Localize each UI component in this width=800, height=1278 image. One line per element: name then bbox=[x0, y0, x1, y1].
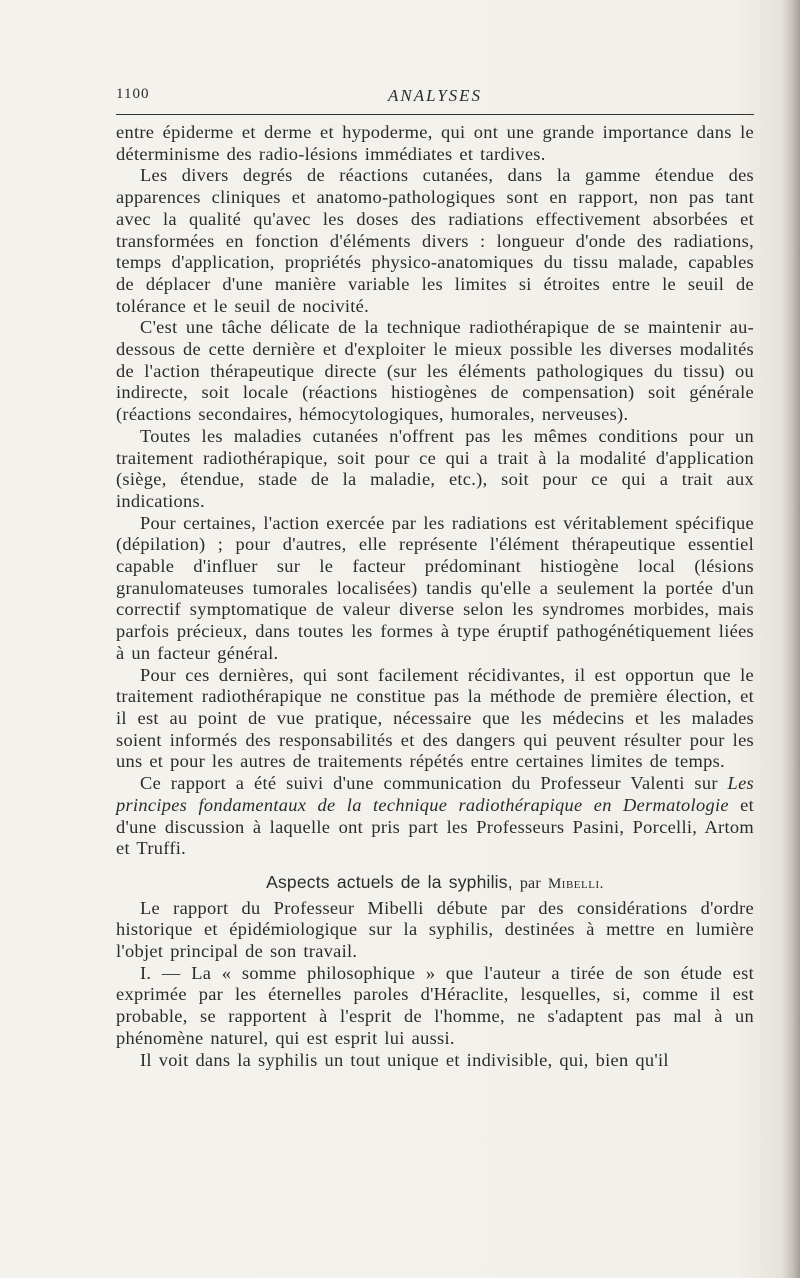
paragraph: C'est une tâche délicate de la technique radiothérapique de se maintenir au-dessous de cette dernière et d'exploiter le mieux possible les diverses modalités de l'action thérapeutique directe (sur les éléments pathologiques du tissu) ou indirecte, soit locale (réactions histiogènes de compensation) soit générale (réactions secondaires, hémocytologiques, humorales, nerveuses). bbox=[116, 317, 754, 425]
section-by: par bbox=[519, 874, 541, 892]
paragraph: entre épiderme et derme et hypoderme, qui ont une grande importance dans le déterminisme des radio-lésions immédiates et tardives. bbox=[116, 122, 754, 164]
paragraph: Pour certaines, l'action exercée par les radiations est véritablement spécifique (dépilation) ; pour d'autres, elle représente l'élément thérapeutique essentiel capable d'influer sur le facteur prédominant histiogène local (lésions granulomateuses tumorales localisées) tandis qu'elle a seulement la portée d'un correctif symptomatique de valeur diverse selon les syndromes morbides, mais parfois précieux, dans toutes les formes à type éruptif pathogénétiquement liées à un facteur général. bbox=[116, 512, 754, 663]
page-header bbox=[116, 86, 754, 110]
paragraph: Les divers degrés de réactions cutanées, dans la gamme étendue des apparences cliniques et anatomo-pathologiques sont en rapport, non pas tant avec la qualité qu'avec les doses des radiations effectivement absorbées et transformées en fonction d'éléments divers : longueur d'onde des radiations, temps d'application, propriétés physico-anatomiques du tissu malade, capables de déplacer d'une manière variable les limites si étroites entre le seuil de tolérance et le seuil de nocivité. bbox=[116, 165, 754, 316]
section-author: Mibelli. bbox=[547, 875, 604, 892]
running-head: ANALYSES bbox=[387, 86, 483, 105]
section-title: Aspects actuels de la syphilis, bbox=[266, 871, 513, 892]
paragraph-text: et d'une discussion à laquelle ont pris part les Professeurs Pasini, Porcelli, Artom et Truffi. bbox=[116, 794, 754, 859]
paragraph: Le rapport du Professeur Mibelli débute par des considérations d'ordre historique et épidémiologique sur la syphilis, destinées à mettre en lumière l'objet principal de son travail. bbox=[116, 897, 754, 962]
cited-title: Les principes fondamentaux de la technique radiothérapique en Dermatologie bbox=[116, 773, 754, 815]
paragraph: Pour ces dernières, qui sont facilement récidivantes, il est opportun que le traitement radiothérapique ne constitue pas la méthode de première élection, et il est au point de vue pratique, nécessaire que les médecins et les malades soient informés des responsabilités et des dangers qui peuvent résulter pour les uns et pour les autres de traitements répétés entre certaines limites de temps. bbox=[116, 664, 754, 772]
paragraph: I. — La « somme philosophique » que l'auteur a tirée de son étude est exprimée par les éternelles paroles d'Héraclite, lesquelles, si, comme il est probable, se rapportent à l'esprit de l'homme, ne s'adaptent pas mal à un phénomène naturel, qui est esprit lui aussi. bbox=[116, 962, 754, 1048]
paragraph: Il voit dans la syphilis un tout unique et indivisible, qui, bien qu'il bbox=[140, 1049, 669, 1070]
header-rule bbox=[116, 114, 754, 115]
page-edge-shadow bbox=[782, 0, 800, 1278]
paragraph bbox=[116, 773, 754, 860]
paragraph-text: Ce rapport a été suivi d'une communication du Professeur Valenti sur bbox=[140, 773, 728, 794]
page-number: 1100 bbox=[116, 86, 150, 102]
article-body bbox=[116, 122, 754, 1071]
section-heading bbox=[116, 872, 754, 896]
paragraph: Toutes les maladies cutanées n'offrent pas les mêmes conditions pour un traitement radiothérapique, soit pour ce qui a trait à la modalité d'application (siège, étendue, stade de la maladie, etc.), soit pour ce qui a trait aux indications. bbox=[116, 425, 754, 511]
